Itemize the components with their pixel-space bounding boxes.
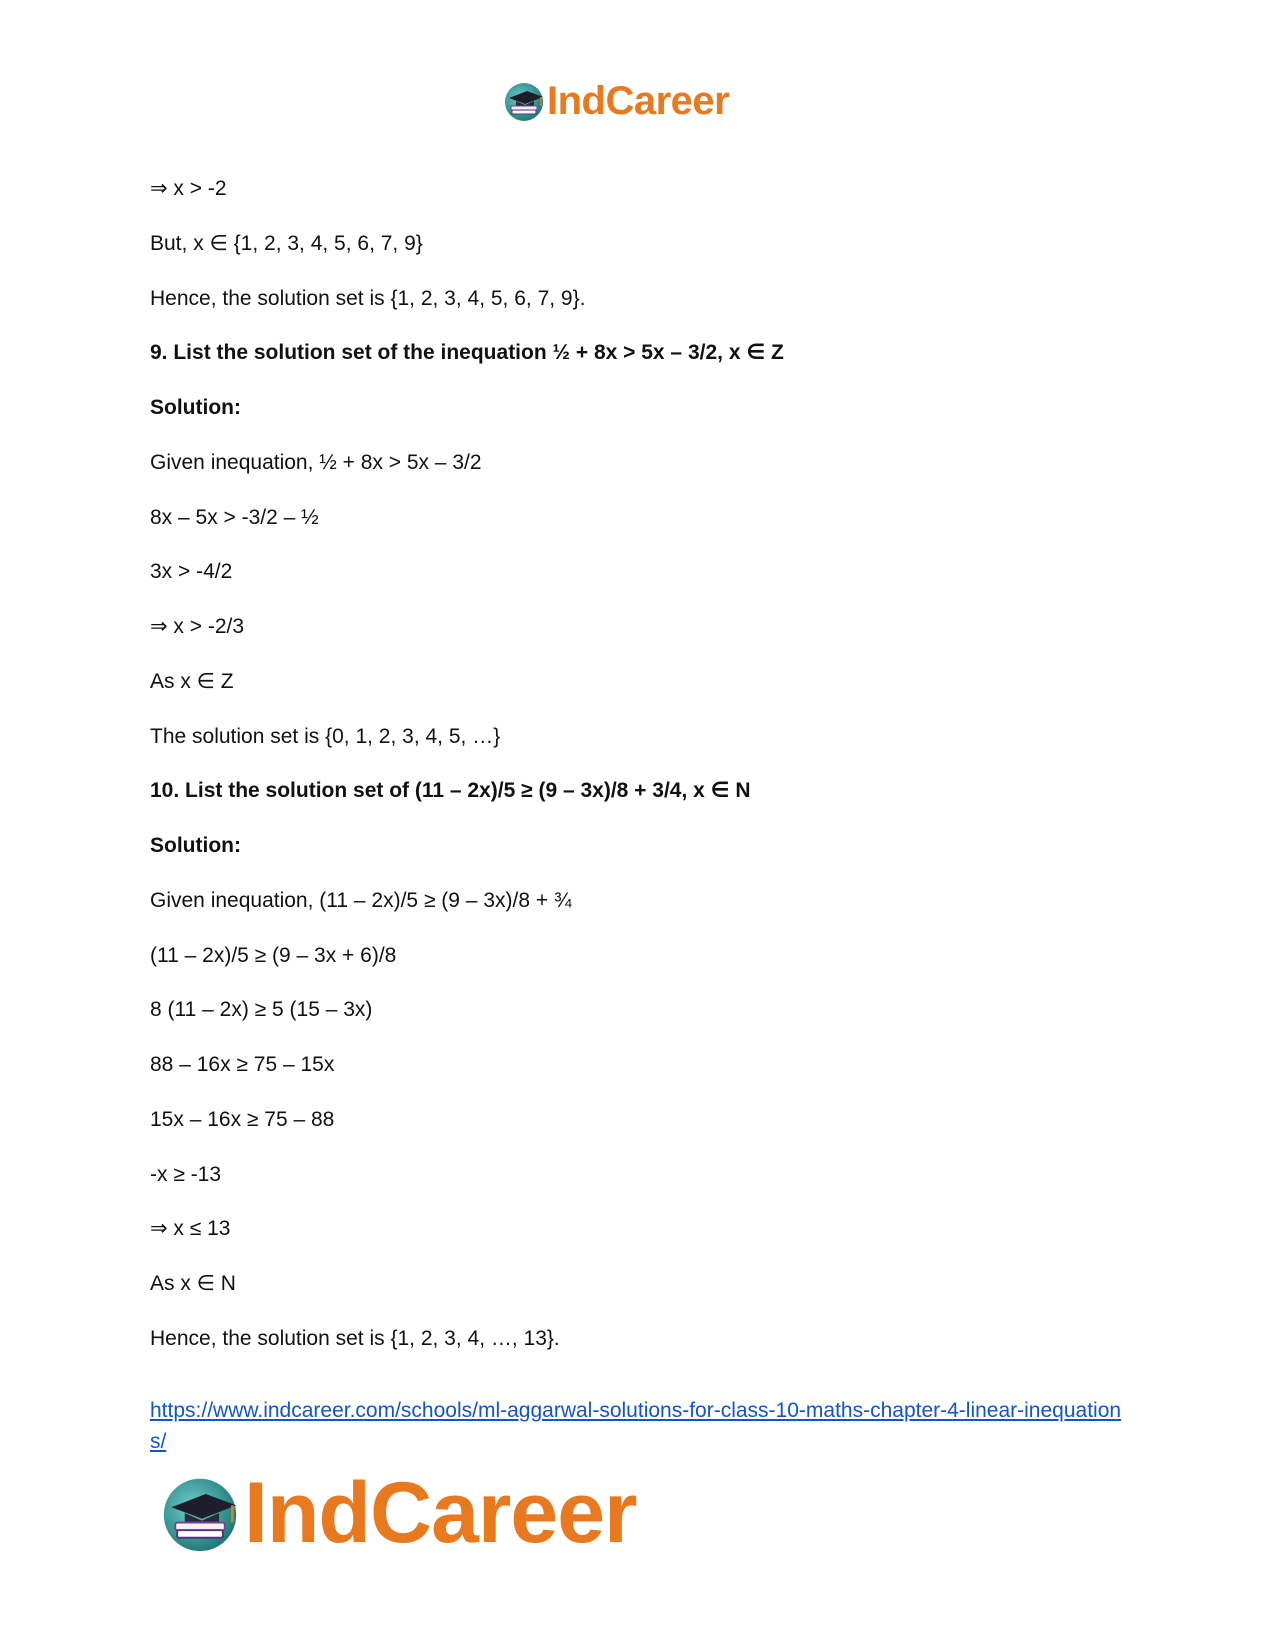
text-line: 3x > -4/2: [150, 560, 233, 583]
text-line: 8 (11 – 2x) ≥ 5 (15 – 3x): [150, 998, 373, 1021]
text-line: Hence, the solution set is {1, 2, 3, 4, 5, 6, 7, 9}.: [150, 287, 586, 310]
text-line: 8x – 5x > -3/2 – ½: [150, 506, 319, 529]
heading-line: Solution:: [150, 396, 241, 419]
text-line: Hence, the solution set is {1, 2, 3, 4, …, 13}.: [150, 1327, 560, 1350]
heading-line: 9. List the solution set of the inequation ½ + 8x > 5x – 3/2, x ∈ Z: [150, 341, 784, 364]
text-line: 15x – 16x ≥ 75 – 88: [150, 1108, 335, 1131]
globe-cap-icon: [503, 80, 545, 122]
header-logo: [503, 80, 729, 122]
globe-cap-icon: [160, 1473, 240, 1553]
text-line: As x ∈ N: [150, 1272, 236, 1295]
text-line: But, x ∈ {1, 2, 3, 4, 5, 6, 7, 9}: [150, 232, 423, 255]
text-line: 88 – 16x ≥ 75 – 15x: [150, 1053, 335, 1076]
source-link[interactable]: https://www.indcareer.com/schools/ml-aggarwal-solutions-for-class-10-maths-chapter-4-linear-inequations/: [150, 1399, 1122, 1453]
text-line: ⇒ x > -2: [150, 177, 227, 200]
text-line: (11 – 2x)/5 ≥ (9 – 3x + 6)/8: [150, 944, 397, 967]
brand-name: IndCareer: [244, 1465, 637, 1561]
text-line: As x ∈ Z: [150, 670, 234, 693]
text-line: Given inequation, ½ + 8x > 5x – 3/2: [150, 451, 482, 474]
text-line: ⇒ x > -2/3: [150, 615, 245, 638]
brand-name: IndCareer: [547, 79, 730, 123]
heading-line: 10. List the solution set of (11 – 2x)/5 ≥ (9 – 3x)/8 + 3/4, x ∈ N: [150, 779, 751, 802]
footer-logo: [160, 1465, 637, 1561]
text-line: The solution set is {0, 1, 2, 3, 4, 5, …}: [150, 725, 501, 748]
text-line: Given inequation, (11 – 2x)/5 ≥ (9 – 3x)/8 + ¾: [150, 889, 572, 912]
heading-line: Solution:: [150, 834, 241, 857]
text-line: ⇒ x ≤ 13: [150, 1217, 231, 1240]
text-line: -x ≥ -13: [150, 1163, 222, 1186]
